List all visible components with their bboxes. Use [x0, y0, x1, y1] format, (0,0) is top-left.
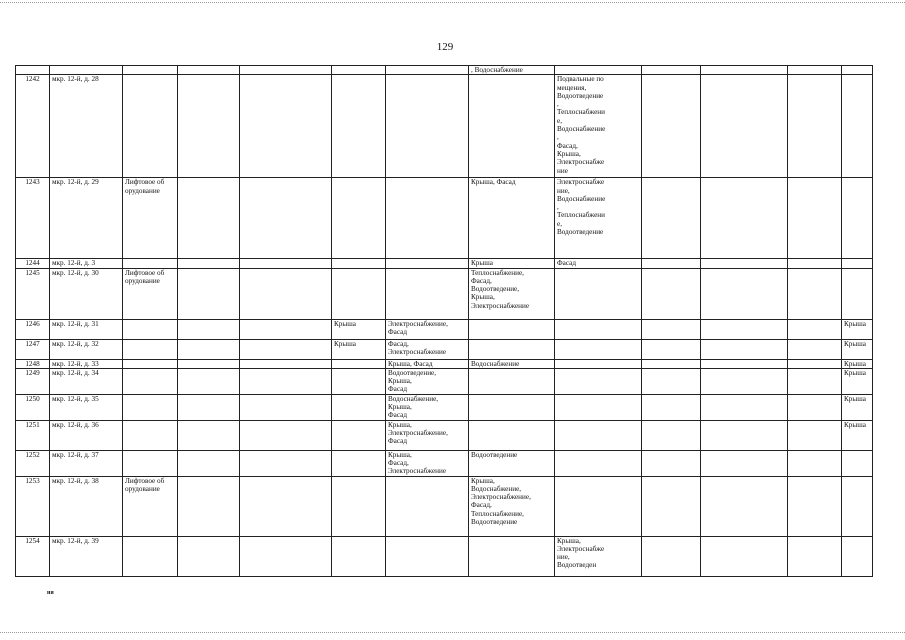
work-type-cell — [332, 339, 386, 359]
cell-text-line: Фасад, — [388, 458, 409, 467]
work-type-cell — [788, 368, 842, 394]
cell-text-line: ние, — [557, 553, 570, 562]
work-type-cell — [386, 394, 469, 420]
cell-text-line: Теплоснабжение, — [471, 509, 524, 518]
work-type-cell — [555, 259, 642, 268]
table-row — [16, 259, 873, 268]
cell-text-line: Электроснабже — [557, 158, 605, 167]
address-cell: мкр. 12-й, д. 32 — [50, 339, 123, 359]
cell-text-line: Подвальные по — [557, 75, 604, 84]
work-type-cell — [788, 178, 842, 259]
cell-text-line: орудование — [125, 276, 160, 285]
work-type-cell — [240, 536, 332, 576]
cell-text-line: Электроснабжение, — [388, 319, 448, 328]
work-type-cell — [386, 259, 469, 268]
cell-text-line: , Водоснабжение — [471, 66, 523, 74]
work-type-cell — [788, 476, 842, 536]
empty-cell — [642, 394, 701, 420]
empty-cell — [642, 66, 701, 75]
cell-text-line: Водоснабжение, — [388, 394, 439, 403]
work-type-cell — [842, 368, 873, 394]
table-row — [16, 319, 873, 339]
address-cell: мкр. 12-й, д. 39 — [50, 536, 123, 576]
housing-register-table — [15, 65, 873, 577]
work-type-cell — [123, 339, 178, 359]
work-type-cell — [788, 394, 842, 420]
work-type-cell — [123, 268, 178, 319]
empty-cell — [642, 450, 701, 476]
address-cell: мкр. 12-й, д. 33 — [50, 359, 123, 368]
work-type-cell — [555, 178, 642, 259]
empty-cell — [642, 368, 701, 394]
table-row — [16, 75, 873, 178]
empty-cell — [642, 339, 701, 359]
cell-text-line: Крыша — [844, 420, 866, 429]
empty-cell — [701, 394, 788, 420]
cell-text-line: Крыша, — [388, 377, 412, 386]
empty-cell — [701, 368, 788, 394]
work-type-cell — [332, 476, 386, 536]
work-type-cell — [178, 536, 240, 576]
work-type-cell — [178, 368, 240, 394]
work-type-cell — [842, 339, 873, 359]
cell-text-line: Электроснабжение — [388, 467, 447, 476]
empty-cell — [701, 75, 788, 178]
table-row — [16, 420, 873, 450]
work-type-cell — [469, 66, 555, 75]
cell-text-line: Крыша, — [471, 293, 495, 302]
cell-text-line: , — [557, 203, 559, 212]
work-type-cell — [386, 178, 469, 259]
cell-text-line: Водоотведен — [557, 561, 597, 570]
cell-text-line: Лифтовое об — [125, 476, 165, 485]
cell-text-line: Теплоснабжени — [557, 108, 605, 117]
row-number-cell — [16, 66, 50, 75]
work-type-cell — [178, 66, 240, 75]
cell-text-line: Крыша — [844, 394, 866, 403]
cell-text-line: Фасад — [388, 385, 407, 394]
work-type-cell — [123, 536, 178, 576]
work-type-cell — [555, 359, 642, 368]
work-type-cell — [555, 339, 642, 359]
work-type-cell — [842, 420, 873, 450]
cell-text-line: Крыша, — [471, 476, 495, 485]
cell-text-line: орудование — [125, 484, 160, 493]
empty-cell — [701, 66, 788, 75]
table-row — [16, 450, 873, 476]
row-number-cell: 1249 — [16, 368, 50, 394]
empty-cell — [701, 420, 788, 450]
work-type-cell — [240, 394, 332, 420]
work-type-cell — [332, 75, 386, 178]
work-type-cell — [788, 75, 842, 178]
cell-text-line: Фасад, — [557, 141, 578, 150]
cell-text-line: Фасад, — [471, 501, 492, 510]
cell-text-line: Крыша — [334, 339, 356, 348]
work-type-cell — [842, 75, 873, 178]
cell-text-line: Электроснабжение, — [388, 428, 448, 437]
work-type-cell — [555, 476, 642, 536]
work-type-cell — [386, 339, 469, 359]
work-type-cell — [842, 259, 873, 268]
work-type-cell — [788, 420, 842, 450]
work-type-cell — [469, 536, 555, 576]
cell-text-line: , — [557, 100, 559, 109]
cell-text-line: мещения, — [557, 83, 587, 92]
empty-cell — [642, 420, 701, 450]
cell-text-line: Лифтовое об — [125, 178, 165, 187]
cell-text-line: Водоотведение — [471, 450, 518, 459]
work-type-cell — [123, 75, 178, 178]
row-number-cell: 1254 — [16, 536, 50, 576]
work-type-cell — [178, 476, 240, 536]
work-type-cell — [842, 178, 873, 259]
address-cell: мкр. 12-й, д. 31 — [50, 319, 123, 339]
cell-text-line: Водоотведение, — [388, 368, 437, 377]
work-type-cell — [332, 394, 386, 420]
cell-text-line: Фасад, — [471, 276, 492, 285]
work-type-cell — [788, 536, 842, 576]
cell-text-line: ние — [557, 166, 568, 175]
cell-text-line: Фасад — [388, 411, 407, 420]
cell-text-line: Крыша — [844, 368, 866, 377]
cell-text-line: Электроснабжение — [471, 301, 530, 310]
work-type-cell — [386, 368, 469, 394]
work-type-cell — [386, 536, 469, 576]
work-type-cell — [788, 259, 842, 268]
work-type-cell — [178, 359, 240, 368]
work-type-cell — [240, 75, 332, 178]
cell-text-line: , — [557, 133, 559, 142]
work-type-cell — [240, 268, 332, 319]
work-type-cell — [240, 359, 332, 368]
cell-text-line: Водоотведение — [557, 228, 604, 237]
work-type-cell — [842, 268, 873, 319]
work-type-cell — [555, 420, 642, 450]
empty-cell — [642, 319, 701, 339]
work-type-cell — [178, 394, 240, 420]
row-number-cell: 1250 — [16, 394, 50, 420]
work-type-cell — [555, 319, 642, 339]
row-number-cell: 1245 — [16, 268, 50, 319]
work-type-cell — [178, 319, 240, 339]
empty-cell — [701, 178, 788, 259]
address-cell: мкр. 12-й, д. 37 — [50, 450, 123, 476]
work-type-cell — [332, 536, 386, 576]
address-cell: мкр. 12-й, д. 35 — [50, 394, 123, 420]
work-type-cell — [332, 368, 386, 394]
work-type-cell — [469, 319, 555, 339]
scan-edge-bottom — [0, 632, 905, 633]
cell-text-line: орудование — [125, 186, 160, 195]
work-type-cell — [788, 450, 842, 476]
work-type-cell — [332, 178, 386, 259]
work-type-cell — [386, 319, 469, 339]
cell-text-line: Фасад — [557, 259, 576, 268]
work-type-cell — [178, 268, 240, 319]
work-type-cell — [469, 178, 555, 259]
work-type-cell — [469, 339, 555, 359]
table-row — [16, 476, 873, 536]
work-type-cell — [469, 450, 555, 476]
row-number-cell: 1253 — [16, 476, 50, 536]
work-type-cell — [123, 359, 178, 368]
address-cell — [50, 66, 123, 75]
work-type-cell — [386, 420, 469, 450]
work-type-cell — [555, 450, 642, 476]
work-type-cell — [469, 420, 555, 450]
empty-cell — [642, 476, 701, 536]
row-number-cell: 1251 — [16, 420, 50, 450]
work-type-cell — [332, 359, 386, 368]
work-type-cell — [332, 319, 386, 339]
empty-cell — [642, 268, 701, 319]
work-type-cell — [386, 476, 469, 536]
work-type-cell — [842, 359, 873, 368]
cell-text-line: е, — [557, 219, 562, 228]
work-type-cell — [178, 178, 240, 259]
address-cell: мкр. 12-й, д. 38 — [50, 476, 123, 536]
work-type-cell — [555, 75, 642, 178]
cell-text-line: Крыша, — [557, 149, 581, 158]
row-number-cell: 1248 — [16, 359, 50, 368]
empty-cell — [642, 359, 701, 368]
row-number-cell: 1246 — [16, 319, 50, 339]
cell-text-line: Водоснабжение — [557, 125, 606, 134]
work-type-cell — [123, 319, 178, 339]
table-row — [16, 394, 873, 420]
empty-cell — [701, 476, 788, 536]
work-type-cell — [332, 66, 386, 75]
empty-cell — [701, 359, 788, 368]
cell-text-line: Крыша, — [388, 420, 412, 429]
empty-cell — [701, 450, 788, 476]
work-type-cell — [469, 359, 555, 368]
address-cell: мкр. 12-й, д. 29 — [50, 178, 123, 259]
work-type-cell — [555, 368, 642, 394]
cell-text-line: Теплоснабжени — [557, 211, 605, 220]
cell-text-line: Крыша — [844, 359, 866, 368]
work-type-cell — [555, 536, 642, 576]
work-type-cell — [123, 420, 178, 450]
cell-text-line: Электроснабжение, — [471, 493, 531, 502]
work-type-cell — [178, 339, 240, 359]
empty-cell — [701, 319, 788, 339]
table-row — [16, 268, 873, 319]
row-number-cell: 1252 — [16, 450, 50, 476]
work-type-cell — [240, 450, 332, 476]
cell-text-line: Водоотведение, — [471, 285, 520, 294]
work-type-cell — [240, 66, 332, 75]
cell-text-line: Крыша, Фасад — [471, 178, 516, 187]
work-type-cell — [240, 368, 332, 394]
work-type-cell — [240, 339, 332, 359]
cell-text-line: Водоснабжение, — [471, 484, 522, 493]
address-cell: мкр. 12-й, д. 28 — [50, 75, 123, 178]
table-row — [16, 359, 873, 368]
cell-text-line: Водоснабжение — [471, 359, 520, 368]
cell-text-line: Крыша, — [557, 536, 581, 545]
empty-cell — [642, 178, 701, 259]
empty-cell — [642, 536, 701, 576]
work-type-cell — [332, 420, 386, 450]
cell-text-line: Лифтовое об — [125, 268, 165, 277]
work-type-cell — [332, 268, 386, 319]
work-type-cell — [842, 66, 873, 75]
cell-text-line: Электроснабжение — [388, 347, 447, 356]
cell-text-line: Фасад — [388, 327, 407, 336]
work-type-cell — [178, 75, 240, 178]
row-number-cell: 1247 — [16, 339, 50, 359]
cell-text-line: Крыша, Фасад — [388, 359, 433, 368]
row-number-cell: 1243 — [16, 178, 50, 259]
work-type-cell — [469, 368, 555, 394]
work-type-cell — [332, 259, 386, 268]
empty-cell — [642, 75, 701, 178]
page-number: 129 — [436, 41, 454, 53]
work-type-cell — [788, 319, 842, 339]
cell-text-line: Водоотведение — [557, 91, 604, 100]
scan-edge-top — [0, 2, 905, 3]
cell-text-line: ние, — [557, 186, 570, 195]
work-type-cell — [240, 259, 332, 268]
work-type-cell — [123, 178, 178, 259]
work-type-cell — [123, 66, 178, 75]
address-cell: мкр. 12-й, д. 36 — [50, 420, 123, 450]
work-type-cell — [555, 66, 642, 75]
work-type-cell — [178, 420, 240, 450]
cell-text-line: Электроснабже — [557, 544, 605, 553]
work-type-cell — [842, 476, 873, 536]
work-type-cell — [788, 66, 842, 75]
work-type-cell — [240, 476, 332, 536]
work-type-cell — [240, 420, 332, 450]
work-type-cell — [555, 268, 642, 319]
cell-text-line: Водоснабжение — [557, 194, 606, 203]
work-type-cell — [123, 259, 178, 268]
row-number-cell: 1244 — [16, 259, 50, 268]
empty-cell — [642, 259, 701, 268]
work-type-cell — [842, 450, 873, 476]
address-cell: мкр. 12-й, д. 30 — [50, 268, 123, 319]
row-number-cell: 1242 — [16, 75, 50, 178]
work-type-cell — [788, 359, 842, 368]
work-type-cell — [469, 259, 555, 268]
address-cell: мкр. 12-й, д. 34 — [50, 368, 123, 394]
work-type-cell — [555, 394, 642, 420]
work-type-cell — [178, 450, 240, 476]
work-type-cell — [386, 66, 469, 75]
work-type-cell — [788, 339, 842, 359]
table-row — [16, 178, 873, 259]
work-type-cell — [240, 178, 332, 259]
empty-cell — [701, 268, 788, 319]
cell-text-line: Крыша — [844, 339, 866, 348]
cell-text-line: Крыша, — [388, 403, 412, 412]
work-type-cell — [842, 394, 873, 420]
work-type-cell — [332, 450, 386, 476]
cell-text-line: Теплоснабжение, — [471, 268, 524, 277]
register-body — [16, 66, 873, 577]
address-cell: мкр. 12-й, д. 3 — [50, 259, 123, 268]
table-row — [16, 339, 873, 359]
table-row — [16, 368, 873, 394]
work-type-cell — [469, 75, 555, 178]
cell-text-line: Крыша — [844, 319, 866, 328]
work-type-cell — [386, 75, 469, 178]
work-type-cell — [469, 476, 555, 536]
work-type-cell — [123, 368, 178, 394]
work-type-cell — [469, 394, 555, 420]
work-type-cell — [386, 359, 469, 368]
work-type-cell — [240, 319, 332, 339]
work-type-cell — [386, 450, 469, 476]
cell-text-line: Крыша, — [388, 450, 412, 459]
footer-mark: ня — [47, 590, 54, 596]
work-type-cell — [123, 476, 178, 536]
cell-text-line: Фасад — [388, 437, 407, 446]
work-type-cell — [178, 259, 240, 268]
work-type-cell — [386, 268, 469, 319]
cell-text-line: Фасад, — [388, 339, 409, 348]
work-type-cell — [842, 319, 873, 339]
empty-cell — [701, 536, 788, 576]
empty-cell — [701, 339, 788, 359]
work-type-cell — [123, 450, 178, 476]
empty-cell — [701, 259, 788, 268]
work-type-cell — [123, 394, 178, 420]
table-row — [16, 536, 873, 576]
cell-text-line: Крыша — [334, 319, 356, 328]
cell-text-line: Водоотведение — [471, 518, 518, 527]
work-type-cell — [469, 268, 555, 319]
table-row — [16, 66, 873, 75]
cell-text-line: Электроснабже — [557, 178, 605, 187]
work-type-cell — [788, 268, 842, 319]
cell-text-line: е, — [557, 116, 562, 125]
work-type-cell — [842, 536, 873, 576]
cell-text-line: Крыша — [471, 259, 493, 268]
